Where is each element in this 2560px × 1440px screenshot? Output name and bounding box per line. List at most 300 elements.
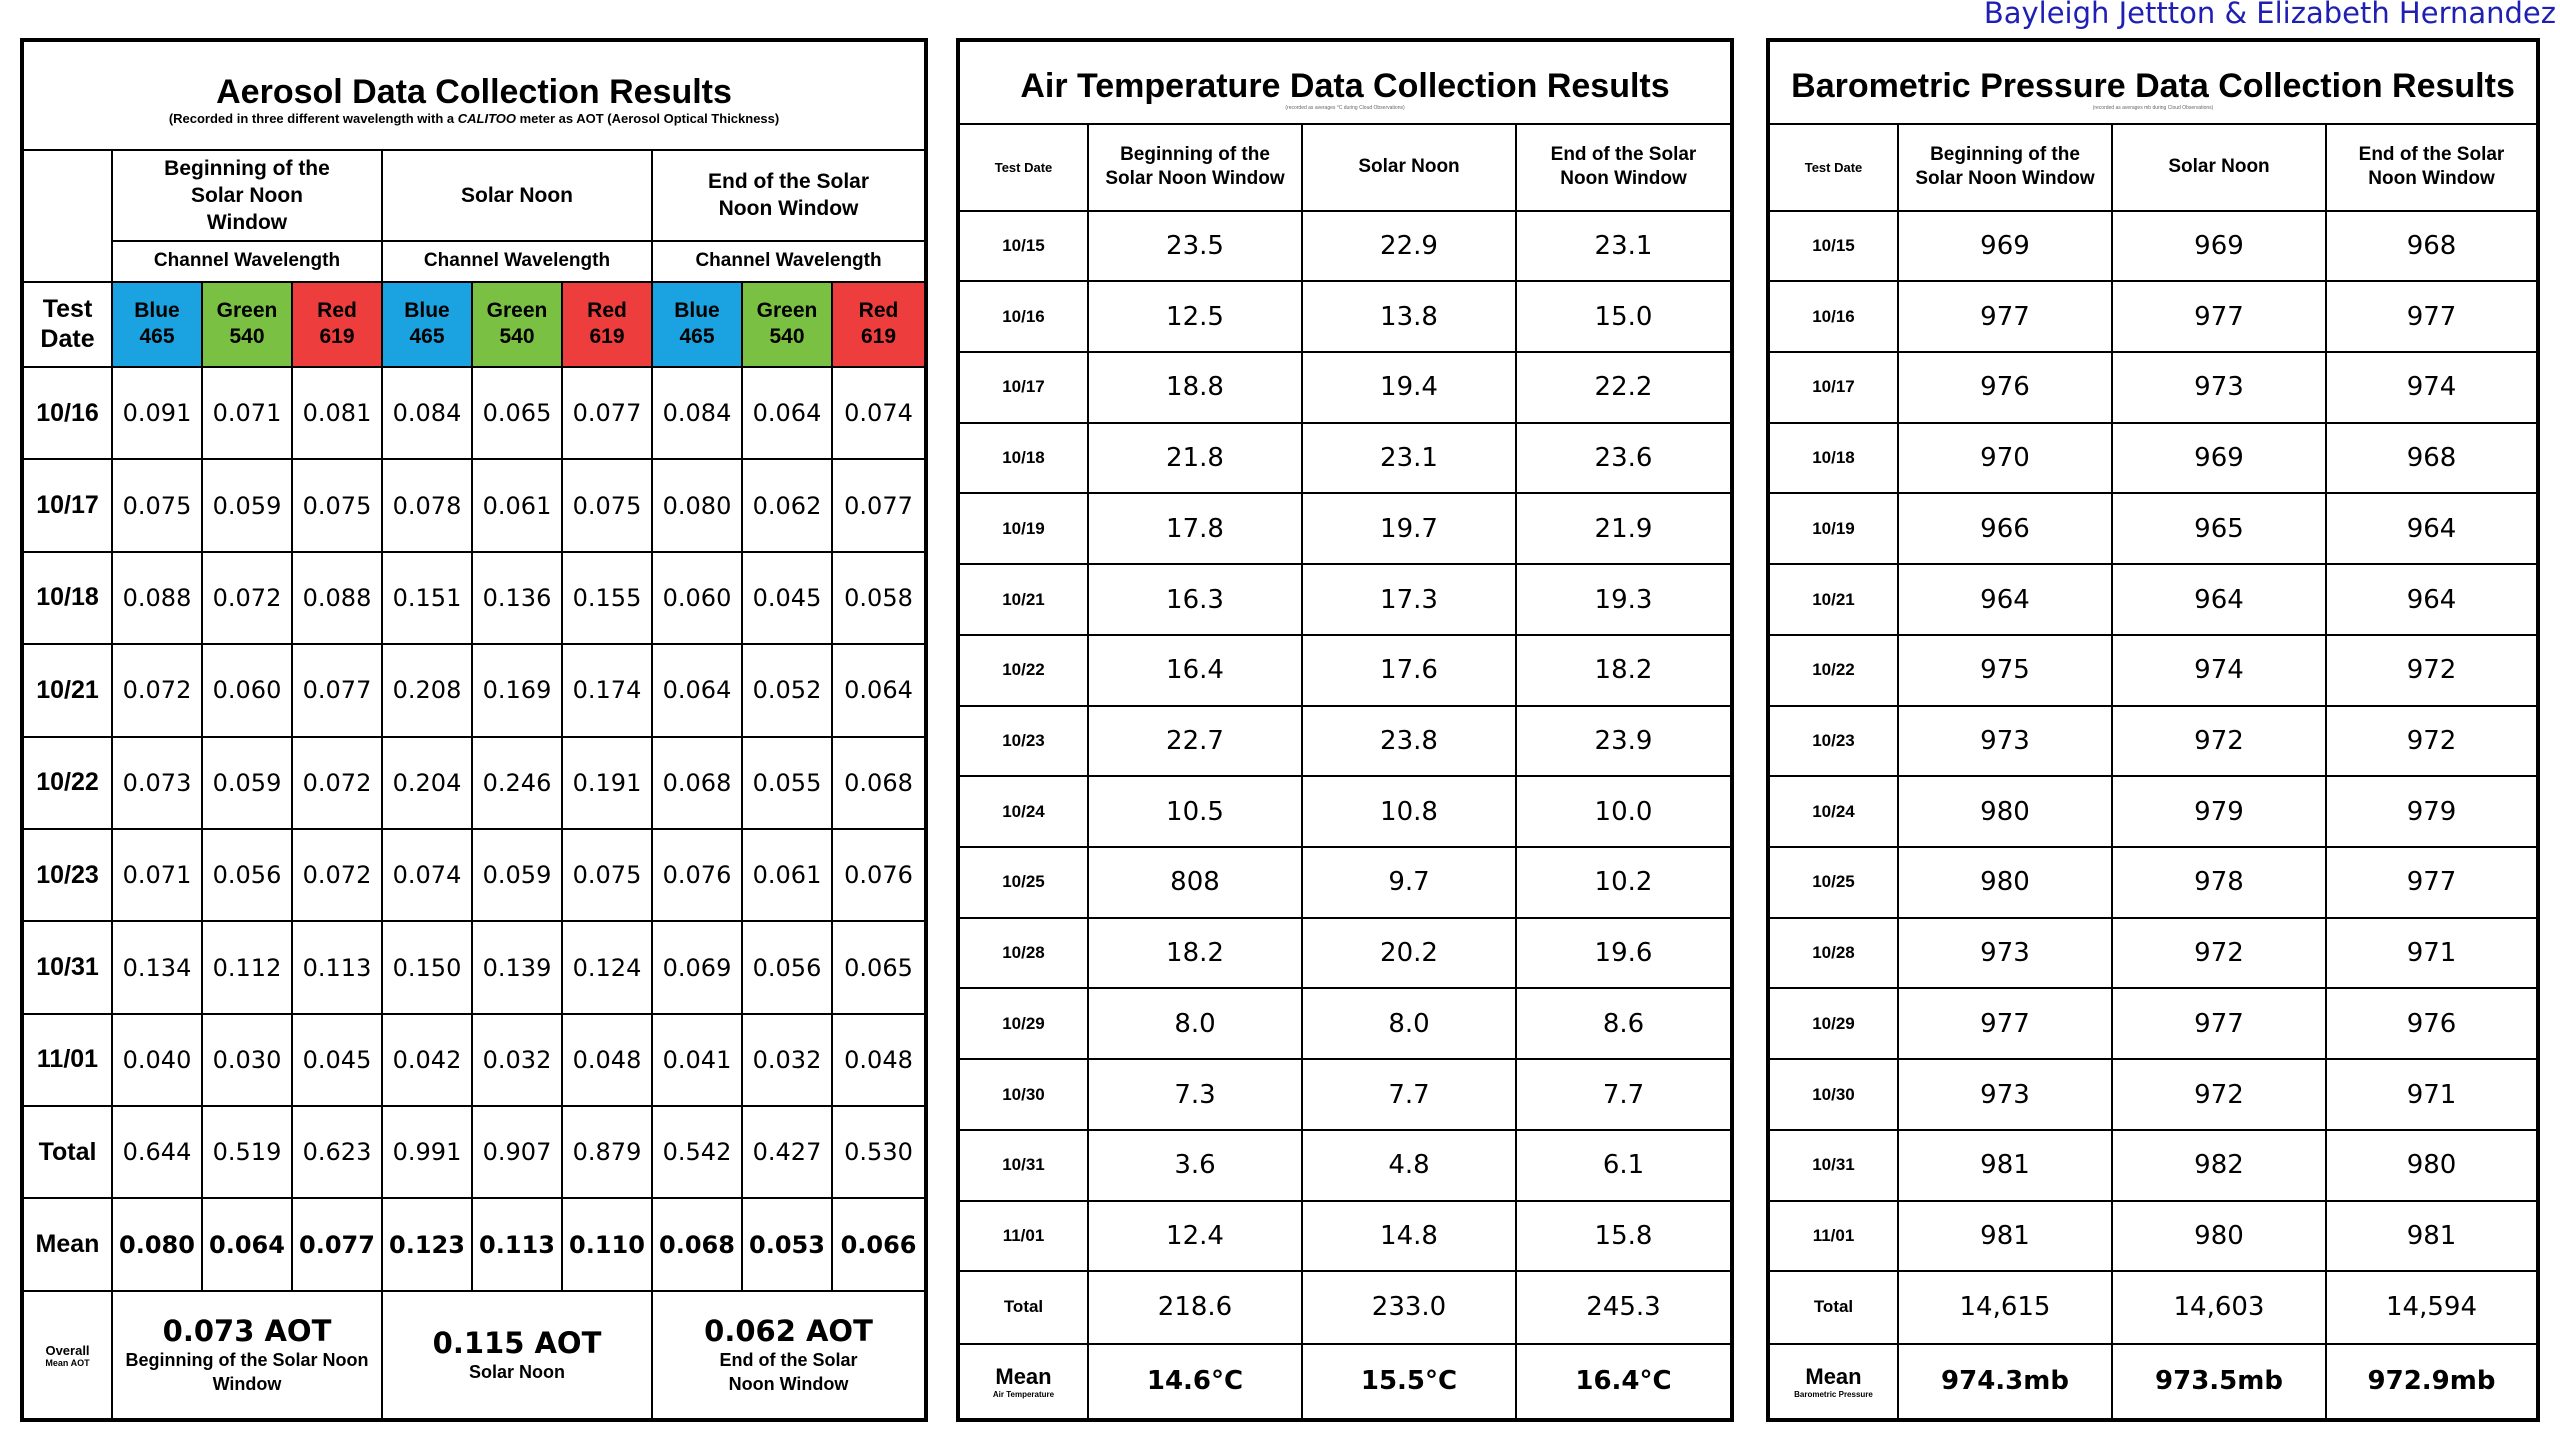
aerosol-cell: 0.071 bbox=[112, 829, 202, 921]
aerosol-channel-blue bbox=[112, 282, 202, 367]
pressure-cell: 964 bbox=[2326, 564, 2538, 635]
temperature-cell: 3.6 bbox=[1088, 1130, 1302, 1201]
pressure-cell: 972 bbox=[2112, 1059, 2326, 1130]
aerosol-overall-window: Beginning of the Solar Noon Window bbox=[125, 1350, 369, 1394]
aerosol-cell: 0.059 bbox=[202, 737, 292, 829]
pressure-cell: 972 bbox=[2326, 635, 2538, 706]
pressure-cell: 968 bbox=[2326, 423, 2538, 494]
pressure-cell: 980 bbox=[2326, 1130, 2538, 1201]
aerosol-cell: 0.080 bbox=[652, 459, 742, 551]
pressure-cell: 972 bbox=[2326, 706, 2538, 777]
aerosol-total-cell: 0.879 bbox=[562, 1106, 652, 1198]
aerosol-cell: 0.174 bbox=[562, 644, 652, 736]
temperature-cell: 20.2 bbox=[1302, 918, 1516, 989]
pressure-mean-row bbox=[1768, 1344, 2538, 1420]
temperature-row-date: 10/22 bbox=[958, 635, 1088, 706]
temperature-cell: 10.0 bbox=[1516, 776, 1732, 847]
temperature-row bbox=[958, 706, 1732, 777]
pressure-row-date: 10/22 bbox=[1768, 635, 1898, 706]
aerosol-row-date: 10/18 bbox=[22, 552, 112, 644]
aerosol-overall-cell bbox=[112, 1291, 382, 1420]
temperature-row-date: 10/31 bbox=[958, 1130, 1088, 1201]
pressure-cell: 964 bbox=[2326, 493, 2538, 564]
aerosol-cell: 0.048 bbox=[562, 1014, 652, 1106]
pressure-cell: 970 bbox=[1898, 423, 2112, 494]
aerosol-cell: 0.032 bbox=[472, 1014, 562, 1106]
pressure-row bbox=[1768, 918, 2538, 989]
temperature-mean-label-cell bbox=[958, 1344, 1088, 1420]
aerosol-overall-window: Solar Noon bbox=[468, 1362, 565, 1382]
pressure-cell: 969 bbox=[2112, 211, 2326, 282]
aerosol-overall-aot: 0.115 AOT bbox=[432, 1326, 602, 1360]
aerosol-total-cell: 0.427 bbox=[742, 1106, 832, 1198]
aerosol-channel-nm: 465 bbox=[679, 325, 715, 349]
aerosol-window-end: End of the Solar Noon Window bbox=[652, 150, 926, 241]
pressure-total-row bbox=[1768, 1271, 2538, 1343]
aerosol-channel-green bbox=[742, 282, 832, 367]
aerosol-cell: 0.075 bbox=[562, 459, 652, 551]
aerosol-total-cell: 0.519 bbox=[202, 1106, 292, 1198]
aerosol-cell: 0.040 bbox=[112, 1014, 202, 1106]
pressure-cell: 973 bbox=[1898, 918, 2112, 989]
aerosol-cell: 0.056 bbox=[202, 829, 292, 921]
temperature-cell: 7.7 bbox=[1516, 1059, 1732, 1130]
temperature-row bbox=[958, 918, 1732, 989]
aerosol-cell: 0.136 bbox=[472, 552, 562, 644]
temperature-cell: 23.1 bbox=[1302, 423, 1516, 494]
temperature-row-date: 10/24 bbox=[958, 776, 1088, 847]
temperature-mean-label: Mean bbox=[995, 1363, 1052, 1389]
aerosol-channel-name: Red bbox=[858, 299, 899, 323]
aerosol-cell: 0.064 bbox=[832, 644, 926, 736]
aerosol-total-cell: 0.991 bbox=[382, 1106, 472, 1198]
temperature-row bbox=[958, 847, 1732, 918]
pressure-cell: 964 bbox=[1898, 564, 2112, 635]
aerosol-cell: 0.061 bbox=[742, 829, 832, 921]
aerosol-channel-name: Red bbox=[317, 299, 357, 323]
pressure-cell: 977 bbox=[2326, 847, 2538, 918]
temperature-cell: 8.0 bbox=[1088, 988, 1302, 1059]
temperature-row-date: 10/29 bbox=[958, 988, 1088, 1059]
aerosol-overall-sublabel: Mean AOT bbox=[45, 1357, 90, 1368]
aerosol-mean-cell: 0.080 bbox=[112, 1198, 202, 1291]
aerosol-row-date: 10/16 bbox=[22, 367, 112, 459]
aerosol-mean-cell: 0.066 bbox=[832, 1198, 926, 1291]
temperature-row-date: 10/28 bbox=[958, 918, 1088, 989]
aerosol-cell: 0.088 bbox=[112, 552, 202, 644]
pressure-row-date: 10/19 bbox=[1768, 493, 1898, 564]
temperature-total-row bbox=[958, 1271, 1732, 1343]
aerosol-row bbox=[22, 552, 926, 644]
aerosol-cell: 0.074 bbox=[382, 829, 472, 921]
temperature-cell: 17.6 bbox=[1302, 635, 1516, 706]
aerosol-mean-cell: 0.113 bbox=[472, 1198, 562, 1291]
aerosol-cell: 0.191 bbox=[562, 737, 652, 829]
temperature-row bbox=[958, 635, 1732, 706]
aerosol-cell: 0.052 bbox=[742, 644, 832, 736]
pressure-cell: 974 bbox=[2112, 635, 2326, 706]
temperature-cell: 8.6 bbox=[1516, 988, 1732, 1059]
pressure-row bbox=[1768, 211, 2538, 282]
aerosol-channel-green bbox=[202, 282, 292, 367]
pressure-cell: 977 bbox=[2112, 281, 2326, 352]
pressure-total-cell: 14,594 bbox=[2326, 1271, 2538, 1343]
temperature-row bbox=[958, 352, 1732, 423]
aerosol-mean-label: Mean bbox=[22, 1198, 112, 1291]
temperature-cell: 23.5 bbox=[1088, 211, 1302, 282]
aerosol-cell: 0.072 bbox=[292, 737, 382, 829]
aerosol-channel-nm: 619 bbox=[861, 325, 897, 349]
aerosol-cell: 0.246 bbox=[472, 737, 562, 829]
pressure-cell: 980 bbox=[1898, 847, 2112, 918]
temperature-subtitle: (recorded as averages °C during Cloud Observations) bbox=[1285, 104, 1405, 111]
pressure-cell: 964 bbox=[2112, 564, 2326, 635]
pressure-cell: 973 bbox=[1898, 1059, 2112, 1130]
pressure-row bbox=[1768, 281, 2538, 352]
temperature-table bbox=[956, 38, 1734, 1422]
aerosol-subtitle: (Recorded in three different wavelength with a CALITOO meter as AOT (Aerosol Optical Thickness) bbox=[168, 110, 780, 126]
temperature-cell: 22.9 bbox=[1302, 211, 1516, 282]
pressure-subtitle: (recorded as averages mb during Cloud Observations) bbox=[2092, 104, 2214, 111]
temperature-cell: 18.2 bbox=[1088, 918, 1302, 989]
pressure-cell: 972 bbox=[2112, 918, 2326, 989]
pressure-cell: 980 bbox=[2112, 1201, 2326, 1272]
aerosol-cell: 0.076 bbox=[652, 829, 742, 921]
pressure-title-cell bbox=[1768, 40, 2538, 124]
temperature-cell: 22.7 bbox=[1088, 706, 1302, 777]
aerosol-cell: 0.060 bbox=[652, 552, 742, 644]
aerosol-cell: 0.061 bbox=[472, 459, 562, 551]
pressure-row-date: 10/18 bbox=[1768, 423, 1898, 494]
aerosol-cell: 0.048 bbox=[832, 1014, 926, 1106]
temperature-cell: 808 bbox=[1088, 847, 1302, 918]
temperature-row-date: 11/01 bbox=[958, 1201, 1088, 1272]
temperature-cell: 23.8 bbox=[1302, 706, 1516, 777]
pressure-row-date: 10/17 bbox=[1768, 352, 1898, 423]
aerosol-cell: 0.072 bbox=[112, 644, 202, 736]
pressure-row-date: 10/25 bbox=[1768, 847, 1898, 918]
temperature-row-date: 10/23 bbox=[958, 706, 1088, 777]
aerosol-cell: 0.078 bbox=[382, 459, 472, 551]
aerosol-channel-green bbox=[472, 282, 562, 367]
temperature-header-0: Test Date bbox=[958, 124, 1088, 210]
temperature-cell: 13.8 bbox=[1302, 281, 1516, 352]
temperature-title-cell bbox=[958, 40, 1732, 124]
aerosol-channel-label: Channel Wavelength bbox=[652, 241, 926, 282]
pressure-row bbox=[1768, 988, 2538, 1059]
aerosol-channel-name: Blue bbox=[404, 299, 450, 323]
pressure-row bbox=[1768, 1059, 2538, 1130]
pressure-cell: 973 bbox=[2112, 352, 2326, 423]
aerosol-title-cell bbox=[22, 40, 926, 150]
pressure-cell: 969 bbox=[2112, 423, 2326, 494]
temperature-total-cell: 233.0 bbox=[1302, 1271, 1516, 1343]
aerosol-cell: 0.077 bbox=[292, 644, 382, 736]
temperature-row bbox=[958, 776, 1732, 847]
aerosol-cell: 0.150 bbox=[382, 921, 472, 1013]
aerosol-overall-aot: 0.062 AOT bbox=[704, 1314, 873, 1348]
pressure-row bbox=[1768, 564, 2538, 635]
aerosol-cell: 0.077 bbox=[562, 367, 652, 459]
pressure-row bbox=[1768, 493, 2538, 564]
pressure-row bbox=[1768, 423, 2538, 494]
aerosol-row bbox=[22, 737, 926, 829]
temperature-cell: 10.8 bbox=[1302, 776, 1516, 847]
pressure-cell: 980 bbox=[1898, 776, 2112, 847]
pressure-row bbox=[1768, 352, 2538, 423]
pressure-row-date: 10/30 bbox=[1768, 1059, 1898, 1130]
temperature-cell: 15.8 bbox=[1516, 1201, 1732, 1272]
aerosol-row-date: 10/31 bbox=[22, 921, 112, 1013]
aerosol-channel-nm: 540 bbox=[229, 325, 265, 349]
aerosol-row bbox=[22, 367, 926, 459]
aerosol-title: Aerosol Data Collection Results bbox=[216, 72, 732, 111]
temperature-cell: 6.1 bbox=[1516, 1130, 1732, 1201]
pressure-mean-sublabel: Barometric Pressure bbox=[1794, 1389, 1873, 1399]
temperature-title: Air Temperature Data Collection Results bbox=[1020, 66, 1670, 105]
aerosol-cell: 0.084 bbox=[382, 367, 472, 459]
pressure-cell: 971 bbox=[2326, 1059, 2538, 1130]
temperature-total-cell: 218.6 bbox=[1088, 1271, 1302, 1343]
pressure-cell: 977 bbox=[2112, 988, 2326, 1059]
temperature-cell: 19.6 bbox=[1516, 918, 1732, 989]
aerosol-cell: 0.041 bbox=[652, 1014, 742, 1106]
aerosol-cell: 0.058 bbox=[832, 552, 926, 644]
temperature-header-1: Beginning of the Solar Noon Window bbox=[1088, 124, 1302, 210]
pressure-row-date: 10/29 bbox=[1768, 988, 1898, 1059]
temperature-cell: 8.0 bbox=[1302, 988, 1516, 1059]
aerosol-channel-name: Blue bbox=[674, 299, 720, 323]
pressure-cell: 971 bbox=[2326, 918, 2538, 989]
temperature-cell: 18.2 bbox=[1516, 635, 1732, 706]
aerosol-mean-row bbox=[22, 1198, 926, 1291]
aerosol-cell: 0.112 bbox=[202, 921, 292, 1013]
temperature-row bbox=[958, 988, 1732, 1059]
aerosol-cell: 0.075 bbox=[112, 459, 202, 551]
aerosol-cell: 0.059 bbox=[202, 459, 292, 551]
temperature-mean-sublabel: Air Temperature bbox=[992, 1389, 1055, 1399]
aerosol-mean-cell: 0.110 bbox=[562, 1198, 652, 1291]
pressure-cell: 977 bbox=[1898, 281, 2112, 352]
aerosol-table bbox=[20, 38, 928, 1422]
aerosol-cell: 0.065 bbox=[832, 921, 926, 1013]
temperature-cell: 9.7 bbox=[1302, 847, 1516, 918]
aerosol-cell: 0.072 bbox=[202, 552, 292, 644]
temperature-cell: 17.3 bbox=[1302, 564, 1516, 635]
aerosol-cell: 0.084 bbox=[652, 367, 742, 459]
aerosol-mean-cell: 0.077 bbox=[292, 1198, 382, 1291]
pressure-row-date: 10/15 bbox=[1768, 211, 1898, 282]
aerosol-cell: 0.071 bbox=[202, 367, 292, 459]
pressure-cell: 973 bbox=[1898, 706, 2112, 777]
aerosol-cell: 0.059 bbox=[472, 829, 562, 921]
temperature-cell: 19.3 bbox=[1516, 564, 1732, 635]
temperature-row bbox=[958, 211, 1732, 282]
aerosol-channel-blue bbox=[382, 282, 472, 367]
pressure-cell: 981 bbox=[2326, 1201, 2538, 1272]
aerosol-cell: 0.151 bbox=[382, 552, 472, 644]
aerosol-cell: 0.204 bbox=[382, 737, 472, 829]
temperature-row-date: 10/30 bbox=[958, 1059, 1088, 1130]
aerosol-row bbox=[22, 459, 926, 551]
pressure-row-date: 10/23 bbox=[1768, 706, 1898, 777]
temperature-cell: 10.2 bbox=[1516, 847, 1732, 918]
temperature-row-date: 10/15 bbox=[958, 211, 1088, 282]
aerosol-cell: 0.075 bbox=[562, 829, 652, 921]
pressure-mean-label-cell bbox=[1768, 1344, 1898, 1420]
temperature-row bbox=[958, 493, 1732, 564]
aerosol-channel-red bbox=[562, 282, 652, 367]
pressure-row bbox=[1768, 1130, 2538, 1201]
aerosol-row bbox=[22, 829, 926, 921]
aerosol-channel-nm: 465 bbox=[139, 325, 175, 349]
aerosol-cell: 0.113 bbox=[292, 921, 382, 1013]
temperature-cell: 7.7 bbox=[1302, 1059, 1516, 1130]
aerosol-channel-name: Red bbox=[587, 299, 627, 323]
temperature-cell: 22.2 bbox=[1516, 352, 1732, 423]
aerosol-cell: 0.169 bbox=[472, 644, 562, 736]
aerosol-cell: 0.030 bbox=[202, 1014, 292, 1106]
pressure-header-0: Test Date bbox=[1768, 124, 1898, 210]
temperature-cell: 16.4 bbox=[1088, 635, 1302, 706]
temperature-cell: 23.9 bbox=[1516, 706, 1732, 777]
aerosol-total-cell: 0.907 bbox=[472, 1106, 562, 1198]
aerosol-window-begin: Beginning of the Solar Noon Window bbox=[112, 150, 382, 241]
aerosol-cell: 0.139 bbox=[472, 921, 562, 1013]
temperature-row bbox=[958, 281, 1732, 352]
aerosol-mean-cell: 0.123 bbox=[382, 1198, 472, 1291]
temperature-row-date: 10/19 bbox=[958, 493, 1088, 564]
aerosol-test-date-label: Test Date bbox=[22, 282, 112, 367]
aerosol-cell: 0.060 bbox=[202, 644, 292, 736]
aerosol-cell: 0.064 bbox=[652, 644, 742, 736]
temperature-cell: 14.8 bbox=[1302, 1201, 1516, 1272]
pressure-total-cell: 14,615 bbox=[1898, 1271, 2112, 1343]
pressure-row bbox=[1768, 776, 2538, 847]
temperature-cell: 10.5 bbox=[1088, 776, 1302, 847]
pressure-row-date: 11/01 bbox=[1768, 1201, 1898, 1272]
aerosol-cell: 0.075 bbox=[292, 459, 382, 551]
aerosol-channel-nm: 619 bbox=[319, 325, 355, 349]
pressure-row bbox=[1768, 706, 2538, 777]
pressure-total-cell: 14,603 bbox=[2112, 1271, 2326, 1343]
pressure-cell: 965 bbox=[2112, 493, 2326, 564]
pressure-cell: 968 bbox=[2326, 211, 2538, 282]
aerosol-cell: 0.032 bbox=[742, 1014, 832, 1106]
aerosol-cell: 0.155 bbox=[562, 552, 652, 644]
pressure-row-date: 10/24 bbox=[1768, 776, 1898, 847]
pressure-row bbox=[1768, 847, 2538, 918]
aerosol-overall-cell bbox=[382, 1291, 652, 1420]
aerosol-cell: 0.072 bbox=[292, 829, 382, 921]
aerosol-cell: 0.065 bbox=[472, 367, 562, 459]
aerosol-cell: 0.056 bbox=[742, 921, 832, 1013]
temperature-cell: 4.8 bbox=[1302, 1130, 1516, 1201]
aerosol-corner-cell bbox=[22, 150, 112, 282]
pressure-row-date: 10/31 bbox=[1768, 1130, 1898, 1201]
aerosol-total-cell: 0.623 bbox=[292, 1106, 382, 1198]
pressure-cell: 979 bbox=[2326, 776, 2538, 847]
aerosol-row-date: 10/23 bbox=[22, 829, 112, 921]
aerosol-cell: 0.134 bbox=[112, 921, 202, 1013]
aerosol-cell: 0.069 bbox=[652, 921, 742, 1013]
aerosol-channel-name: Blue bbox=[134, 299, 180, 323]
aerosol-cell: 0.076 bbox=[832, 829, 926, 921]
aerosol-mean-cell: 0.053 bbox=[742, 1198, 832, 1291]
aerosol-cell: 0.045 bbox=[742, 552, 832, 644]
temperature-cell: 17.8 bbox=[1088, 493, 1302, 564]
temperature-cell: 21.8 bbox=[1088, 423, 1302, 494]
aerosol-cell: 0.068 bbox=[652, 737, 742, 829]
pressure-total-label: Total bbox=[1768, 1271, 1898, 1343]
aerosol-cell: 0.081 bbox=[292, 367, 382, 459]
aerosol-cell: 0.055 bbox=[742, 737, 832, 829]
aerosol-cell: 0.074 bbox=[832, 367, 926, 459]
aerosol-row-date: 10/21 bbox=[22, 644, 112, 736]
aerosol-channel-nm: 540 bbox=[769, 325, 805, 349]
temperature-cell: 19.7 bbox=[1302, 493, 1516, 564]
aerosol-channel-red bbox=[292, 282, 382, 367]
pressure-cell: 981 bbox=[1898, 1130, 2112, 1201]
pressure-header-3: End of the Solar Noon Window bbox=[2326, 124, 2538, 210]
aerosol-total-label: Total bbox=[22, 1106, 112, 1198]
aerosol-cell: 0.091 bbox=[112, 367, 202, 459]
temperature-mean-cell: 15.5°C bbox=[1302, 1344, 1516, 1420]
aerosol-row bbox=[22, 644, 926, 736]
aerosol-total-cell: 0.542 bbox=[652, 1106, 742, 1198]
temperature-row bbox=[958, 423, 1732, 494]
pressure-cell: 982 bbox=[2112, 1130, 2326, 1201]
authors-credit: Bayleigh Jettton & Elizabeth Hernandez bbox=[1983, 0, 2556, 30]
pressure-row-date: 10/28 bbox=[1768, 918, 1898, 989]
temperature-row-date: 10/16 bbox=[958, 281, 1088, 352]
aerosol-window-noon: Solar Noon bbox=[382, 150, 652, 241]
pressure-row bbox=[1768, 1201, 2538, 1272]
pressure-row bbox=[1768, 635, 2538, 706]
temperature-row bbox=[958, 1130, 1732, 1201]
temperature-total-cell: 245.3 bbox=[1516, 1271, 1732, 1343]
aerosol-channel-nm: 619 bbox=[589, 325, 625, 349]
temperature-row bbox=[958, 1201, 1732, 1272]
pressure-cell: 977 bbox=[2326, 281, 2538, 352]
aerosol-cell: 0.208 bbox=[382, 644, 472, 736]
temperature-cell: 21.9 bbox=[1516, 493, 1732, 564]
temperature-mean-cell: 14.6°C bbox=[1088, 1344, 1302, 1420]
temperature-total-label: Total bbox=[958, 1271, 1088, 1343]
aerosol-channel-nm: 540 bbox=[499, 325, 535, 349]
pressure-cell: 979 bbox=[2112, 776, 2326, 847]
aerosol-cell: 0.045 bbox=[292, 1014, 382, 1106]
temperature-row-date: 10/18 bbox=[958, 423, 1088, 494]
pressure-mean-label: Mean bbox=[1805, 1363, 1862, 1389]
temperature-header-2: Solar Noon bbox=[1302, 124, 1516, 210]
pressure-mean-cell: 973.5mb bbox=[2112, 1344, 2326, 1420]
aerosol-cell: 0.077 bbox=[832, 459, 926, 551]
temperature-header-3: End of the Solar Noon Window bbox=[1516, 124, 1732, 210]
aerosol-channel-nm: 465 bbox=[409, 325, 445, 349]
pressure-cell: 975 bbox=[1898, 635, 2112, 706]
pressure-table bbox=[1766, 38, 2540, 1422]
temperature-mean-row bbox=[958, 1344, 1732, 1420]
aerosol-cell: 0.068 bbox=[832, 737, 926, 829]
pressure-cell: 977 bbox=[1898, 988, 2112, 1059]
pressure-mean-cell: 972.9mb bbox=[2326, 1344, 2538, 1420]
pressure-mean-cell: 974.3mb bbox=[1898, 1344, 2112, 1420]
temperature-cell: 7.3 bbox=[1088, 1059, 1302, 1130]
temperature-row-date: 10/17 bbox=[958, 352, 1088, 423]
pressure-header-1: Beginning of the Solar Noon Window bbox=[1898, 124, 2112, 210]
aerosol-row-date: 10/17 bbox=[22, 459, 112, 551]
